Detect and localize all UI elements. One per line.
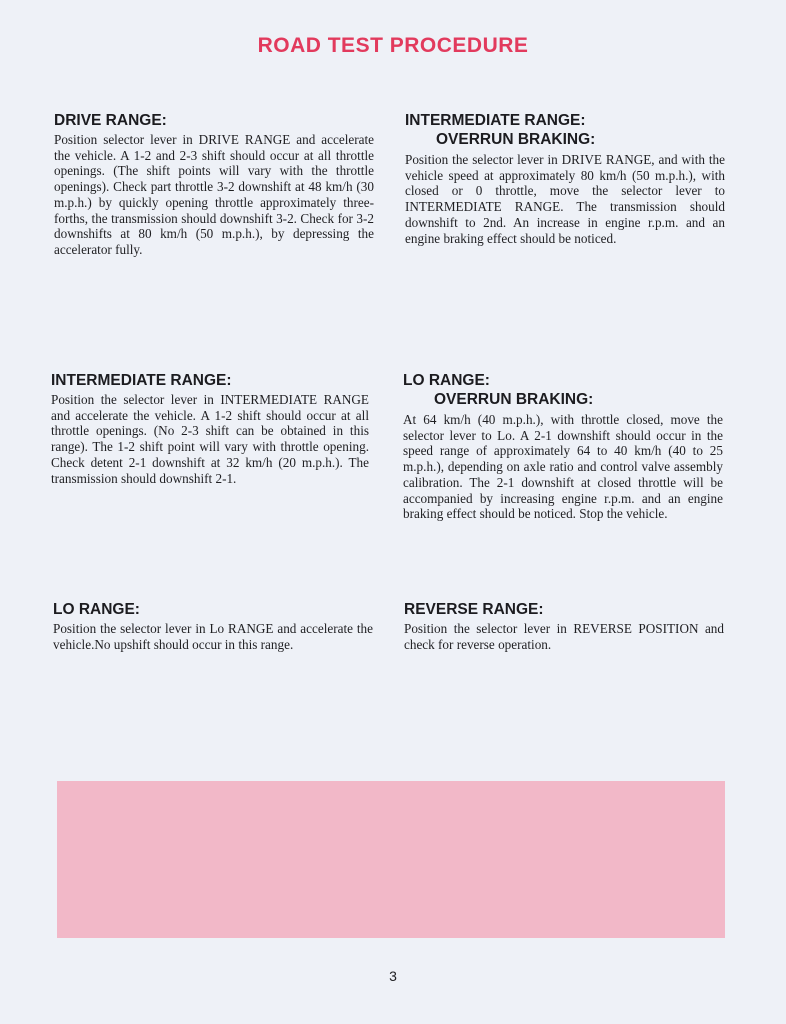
section-intermediate-overrun-braking	[405, 111, 725, 246]
section-reverse-range	[404, 600, 724, 652]
section-body: Position the selector lever in INTERMEDIATE RANGE and accelerate the vehicle. A 1-2 shift should occur at all throttle openings. (No 2-3 shift can be obtained in this range). The 1-2 shift point will vary with throttle opening. Check detent 2-1 downshift at 32 km/h (20 m.p.h.). The transmission should downshift 2-1.	[51, 392, 369, 486]
section-body: Position the selector lever in REVERSE POSITION and check for reverse operation.	[404, 621, 724, 652]
section-body: Position the selector lever in DRIVE RANGE, and with the vehicle speed at approximately 80 km/h (50 m.p.h.), with closed or 0 throttle, move the selector lever to INTERMEDIATE RANGE. The transmission should downshift to 2nd. An increase in engine r.p.m. and an engine braking effect should be noticed.	[405, 152, 725, 246]
section-heading: REVERSE RANGE:	[404, 601, 544, 618]
section-intermediate-range	[51, 371, 371, 486]
section-heading: INTERMEDIATE RANGE:	[51, 372, 232, 389]
section-lo-range	[53, 600, 373, 652]
section-heading: INTERMEDIATE RANGE:	[405, 112, 586, 129]
page-number: 3	[389, 968, 397, 984]
section-subheading: OVERRUN BRAKING:	[436, 131, 596, 148]
section-heading: DRIVE RANGE:	[54, 112, 167, 129]
section-heading: LO RANGE:	[403, 372, 490, 389]
section-lo-overrun-braking	[403, 371, 723, 522]
section-drive-range	[54, 111, 374, 258]
section-body: Position the selector lever in Lo RANGE and accelerate the vehicle.No upshift should occur in this range.	[53, 621, 373, 652]
page-title: ROAD TEST PROCEDURE	[257, 34, 529, 57]
section-body: Position selector lever in DRIVE RANGE and accelerate the vehicle. A 1-2 and 2-3 shift should occur at all throttle openings. (The shift points will vary with the throttle openings). Check part throttle 3-2 downshift at 48 km/h (30 m.p.h.) by quickly opening throttle approximately three-forths, the transmission should downshift 3-2. Check for 3-2 downshifts at 80 km/h (50 m.p.h.), by depressing the accelerator fully.	[54, 132, 374, 257]
pink-color-block	[57, 781, 725, 938]
section-heading: LO RANGE:	[53, 601, 140, 618]
section-body: At 64 km/h (40 m.p.h.), with throttle closed, move the selector lever to Lo. A 2-1 downshift should occur in the speed range of approximately 64 to 40 km/h (40 to 25 m.p.h.), depending on axle ratio and control valve assembly calibration. The 2-1 downshift at closed throttle will be accompanied by increasing engine r.p.m. and an engine braking effect should be noticed. Stop the vehicle.	[403, 412, 723, 522]
section-subheading: OVERRUN BRAKING:	[434, 391, 594, 408]
